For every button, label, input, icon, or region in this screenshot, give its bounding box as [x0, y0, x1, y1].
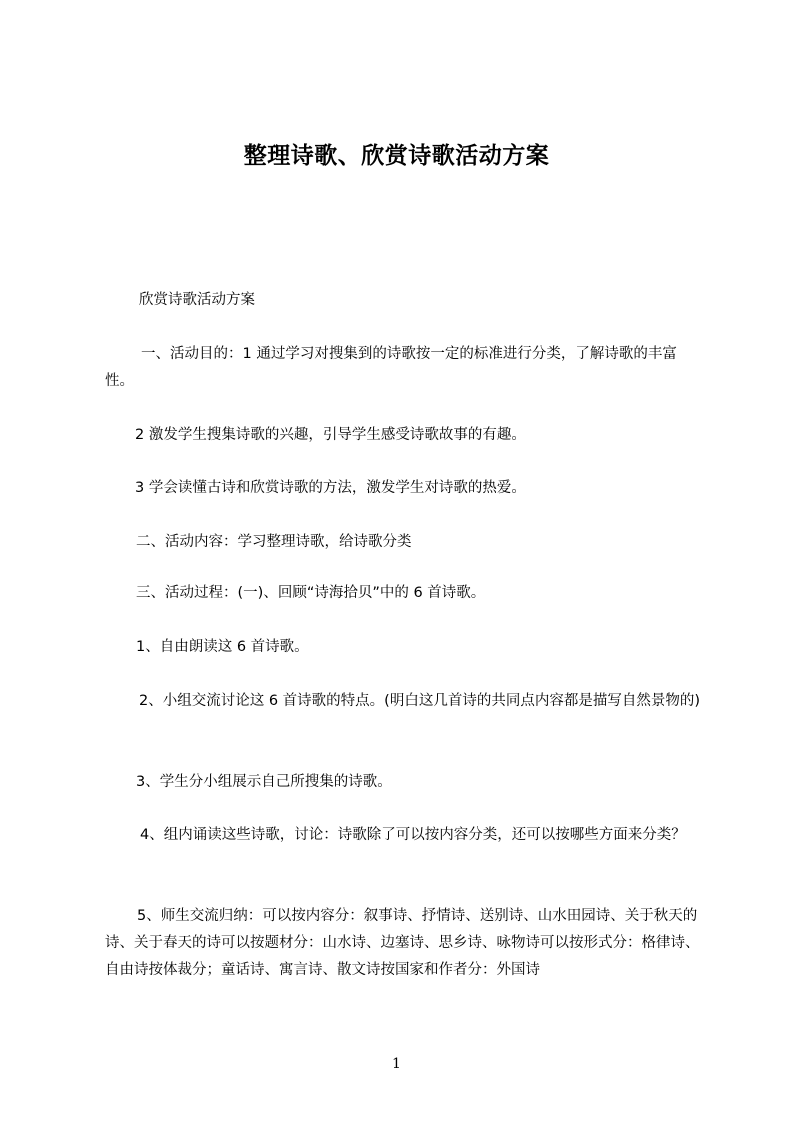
page-number: 1 [392, 1056, 401, 1072]
paragraph-step-2: 2、小组交流讨论这 6 首诗歌的特点。(明白这几首诗的共同点内容都是描写自然景物的) [139, 693, 700, 709]
paragraph-step-4: 4、组内诵读这些诗歌，讨论：诗歌除了可以按内容分类，还可以按哪些方面来分类？ [140, 827, 686, 843]
paragraph-objective-2: 2 激发学生搜集诗歌的兴趣，引导学生感受诗歌故事的有趣。 [135, 427, 526, 443]
paragraph-step-1: 1、自由朗读这 6 首诗歌。 [136, 639, 309, 655]
paragraph-process: 三、活动过程：(一)、回顾“诗海拾贝”中的 6 首诗歌。 [136, 585, 486, 601]
paragraph-objective-3: 3 学会读懂古诗和欣赏诗歌的方法，激发学生对诗歌的热爱。 [135, 480, 526, 496]
paragraph-content: 二、活动内容：学习整理诗歌，给诗歌分类 [136, 534, 412, 550]
paragraph-step-3: 3、学生分小组展示自己所搜集的诗歌。 [136, 774, 392, 790]
paragraph-subtitle: 欣赏诗歌活动方案 [139, 292, 255, 308]
paragraph-objective-1: 一、活动目的：1 通过学习对搜集到的诗歌按一定的标准进行分类，了解诗歌的丰富性。 [105, 346, 677, 389]
paragraph-step-5: 5、师生交流归纳：可以按内容分：叙事诗、抒情诗、送别诗、山水田园诗、关于秋天的诗、关于春天的诗可以按题材分：山水诗、边塞诗、思乡诗、咏物诗可以按形式分：格律诗、自由诗按体裁分；童话诗、寓言诗、散文诗按国家和作者分：外国诗 [105, 908, 700, 978]
document-title: 整理诗歌、欣赏诗歌活动方案 [243, 143, 550, 169]
